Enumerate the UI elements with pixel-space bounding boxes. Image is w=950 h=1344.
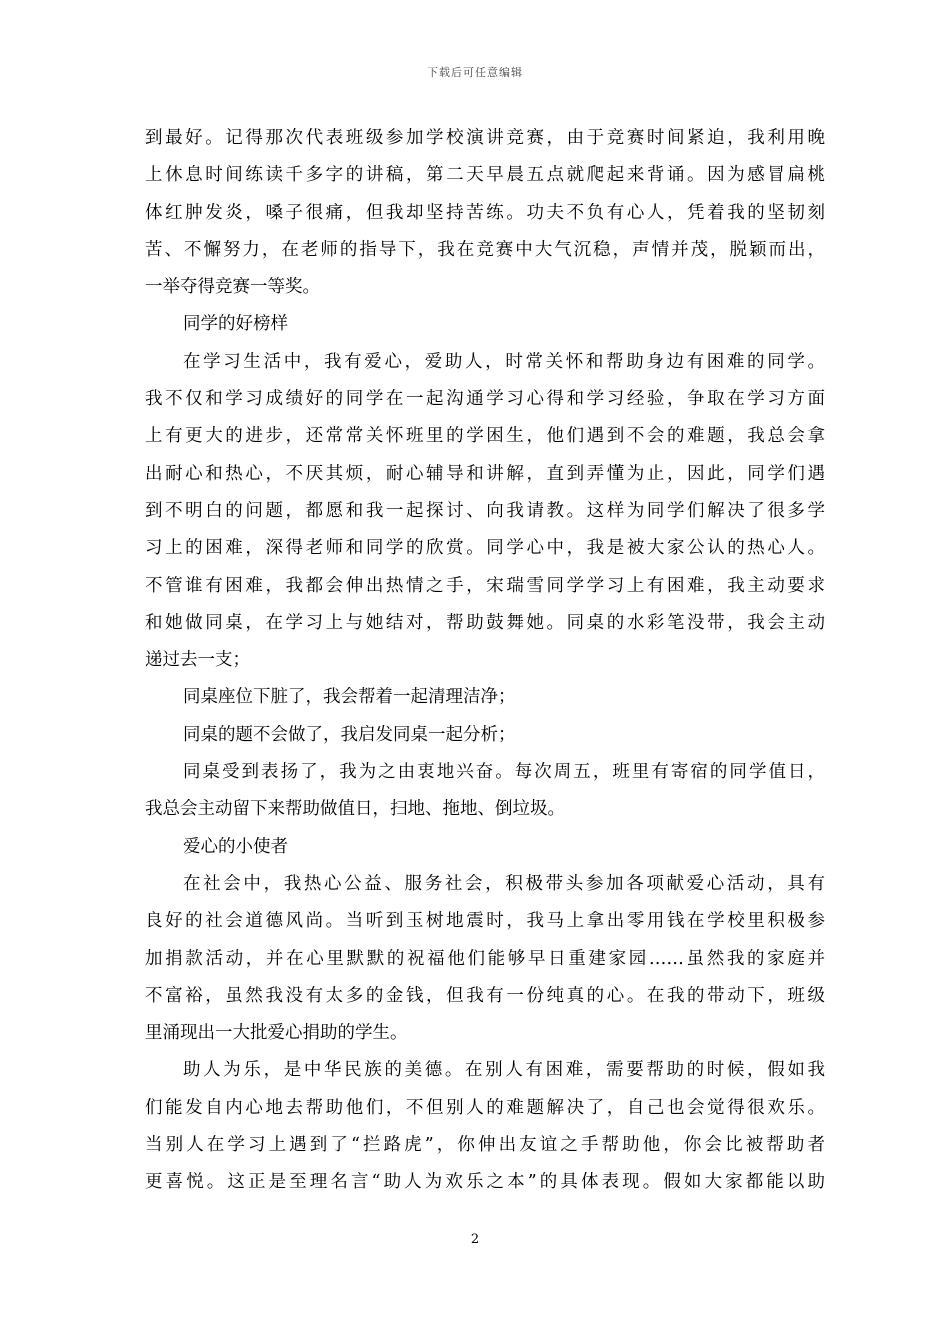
text-line: 出耐心和热心，不厌其烦，耐心辅导和讲解，直到弄懂为止，因此，同学们遇 xyxy=(145,463,825,484)
page-number: 2 xyxy=(470,1232,480,1247)
text-line: 和她做同桌，在学习上与她结对，帮助鼓舞她。同桌的水彩笔没带，我会主动 xyxy=(145,612,825,633)
text-line: 到最好。记得那次代表班级参加学校演讲竞赛，由于竞赛时间紧迫，我利用晚 xyxy=(145,128,825,148)
text-line: 体红肿发炎，嗓子很痛，但我却坚持苦练。功夫不负有心人，凭着我的坚韧刻 xyxy=(145,202,825,223)
text-line: 同桌受到表扬了，我为之由衷地兴奋。每次周五，班里有寄宿的同学值日， xyxy=(183,762,825,783)
text-line: 更喜悦。这正是至理名言“助人为欢乐之本”的具体表现。假如大家都能以助 xyxy=(145,1172,825,1193)
text-line: 们能发自内心地去帮助他们，不但别人的难题解决了，自己也会觉得很欢乐。 xyxy=(145,1097,825,1118)
text-line: 里涌现出一大批爱心捐助的学生。 xyxy=(145,1023,408,1044)
text-line: 上有更大的进步，还常常关怀班里的学困生，他们遇到不会的难题，我总会拿 xyxy=(145,426,825,447)
text-line: 在学习生活中，我有爱心，爱助人，时常关怀和帮助身边有困难的同学。 xyxy=(183,351,825,372)
text-line: 一举夺得竞赛一等奖。 xyxy=(145,277,320,298)
text-line: 助人为乐，是中华民族的美德。在别人有困难，需要帮助的时候，假如我 xyxy=(183,1060,825,1081)
text-line: 爱心的小使者 xyxy=(183,836,288,857)
text-line: 苦、不懈努力，在老师的指导下，我在竞赛中大气沉稳，声情并茂，脱颖而出， xyxy=(145,239,825,260)
text-line: 我不仅和学习成绩好的同学在一起沟通学习心得和学习经验，争取在学习方面 xyxy=(145,389,825,410)
text-line: 同桌座位下脏了，我会帮着一起清理洁净； xyxy=(183,687,516,708)
text-line: 我总会主动留下来帮助做值日，扫地、拖地、倒垃圾。 xyxy=(145,799,565,820)
text-line: 加捐款活动，并在心里默默的祝福他们能够早日重建家园……虽然我的家庭并 xyxy=(145,948,825,969)
text-line: 同学的好榜样 xyxy=(183,314,288,335)
text-line: 上休息时间练读千多字的讲稿，第二天早晨五点就爬起来背诵。因为感冒扁桃 xyxy=(145,165,825,186)
text-line: 不管谁有困难，我都会伸出热情之手，宋瑞雪同学学习上有困难，我主动要求 xyxy=(145,575,825,596)
text-line: 习上的困难，深得老师和同学的欣赏。同学心中，我是被大家公认的热心人。 xyxy=(145,538,825,559)
text-line: 递过去一支； xyxy=(145,650,250,671)
text-line: 当别人在学习上遇到了“拦路虎”，你伸出友谊之手帮助他，你会比被帮助者 xyxy=(145,1135,825,1156)
text-line: 同桌的题不会做了，我启发同桌一起分析； xyxy=(183,724,516,745)
text-line: 良好的社会道德风尚。当听到玉树地震时，我马上拿出零用钱在学校里积极参 xyxy=(145,911,825,932)
document-body xyxy=(145,120,825,1202)
text-line: 到不明白的问题，都愿和我一起探讨、向我请教。这样为同学们解决了很多学 xyxy=(145,500,825,521)
page-header: 下载后可任意编辑 xyxy=(427,66,523,79)
text-line: 不富裕，虽然我没有太多的金钱，但我有一份纯真的心。在我的带动下，班级 xyxy=(145,985,825,1006)
text-line: 在社会中，我热心公益、服务社会，积极带头参加各项献爱心活动，具有 xyxy=(183,873,825,894)
